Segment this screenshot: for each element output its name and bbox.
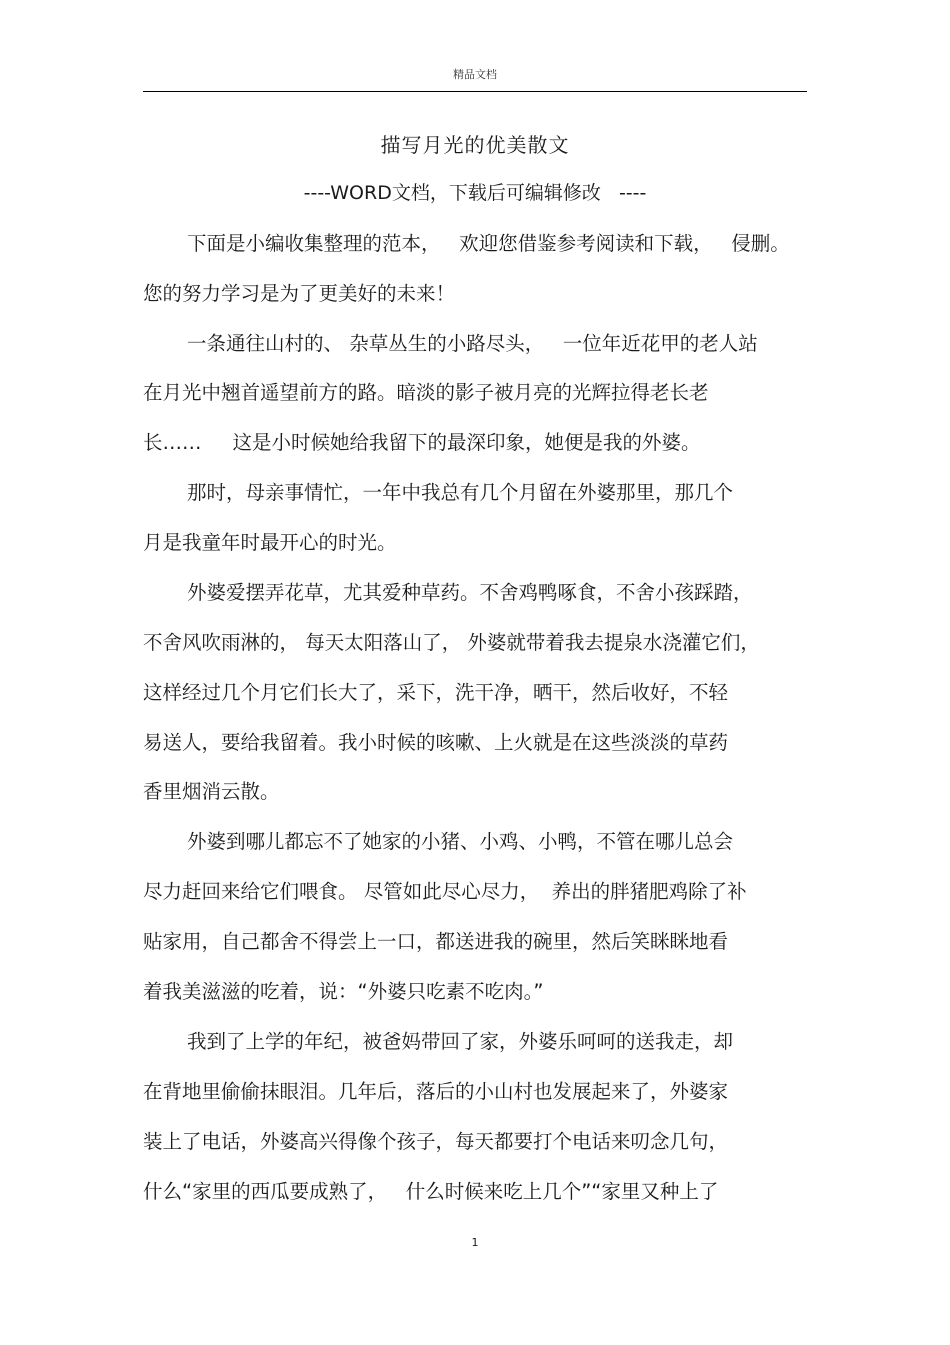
body-line: 我到了上学的年纪，被爸妈带回了家，外婆乐呵呵的送我走，却 [187, 1030, 734, 1053]
body-line: 着我美滋滋的吃着，说：“外婆只吃素不吃肉。” [143, 980, 544, 1003]
body-line: 贴家用，自己都舍不得尝上一口，都送进我的碗里，然后笑眯眯地看 [143, 930, 729, 953]
body-line: 一条通往山村的、 杂草丛生的小路尽头， 一位年近花甲的老人站 [187, 332, 758, 355]
body-line: 在背地里偷偷抹眼泪。几年后，落后的小山村也发展起来了，外婆家 [143, 1080, 729, 1103]
header-divider [143, 91, 807, 92]
page-number: 1 [471, 1236, 479, 1249]
body-line: 外婆到哪儿都忘不了她家的小猪、小鸡、小鸭，不管在哪儿总会 [187, 830, 734, 853]
body-line: 那时，母亲事情忙，一年中我总有几个月留在外婆那里，那几个 [187, 481, 734, 504]
document-title: 描写月光的优美散文 [380, 133, 570, 157]
document-subtitle: ----WORD文档，下载后可编辑修改 ---- [303, 182, 647, 204]
body-line: 什么“家里的西瓜要成熟了， 什么时候来吃上几个”“家里又种上了 [143, 1180, 719, 1203]
body-line: 外婆爱摆弄花草，尤其爱种草药。不舍鸡鸭啄食，不舍小孩踩踏， [187, 581, 753, 604]
body-line: 这样经过几个月它们长大了，采下，洗干净，晒干，然后收好，不轻 [143, 681, 729, 704]
body-line: 您的努力学习是为了更美好的未来！ [143, 282, 456, 305]
body-line: 下面是小编收集整理的范本， 欢迎您借鉴参考阅读和下载， 侵删。 [187, 232, 790, 255]
body-line: 装上了电话，外婆高兴得像个孩子，每天都要打个电话来叨念几句， [143, 1130, 729, 1153]
body-line: 长…… 这是小时候她给我留下的最深印象，她便是我的外婆。 [143, 431, 701, 454]
body-line: 月是我童年时最开心的时光。 [143, 531, 397, 554]
body-line: 尽力赶回来给它们喂食。 尽管如此尽心尽力， 养出的胖猪肥鸡除了补 [143, 880, 747, 903]
body-line: 不舍风吹雨淋的， 每天太阳落山了， 外婆就带着我去提泉水浇灌它们， [143, 631, 760, 654]
running-header: 精品文档 [453, 68, 497, 81]
body-line: 在月光中翘首遥望前方的路。暗淡的影子被月亮的光辉拉得老长老 [143, 381, 709, 404]
body-line: 香里烟消云散。 [143, 780, 280, 803]
body-line: 易送人，要给我留着。我小时候的咳嗽、上火就是在这些淡淡的草药 [143, 731, 729, 754]
